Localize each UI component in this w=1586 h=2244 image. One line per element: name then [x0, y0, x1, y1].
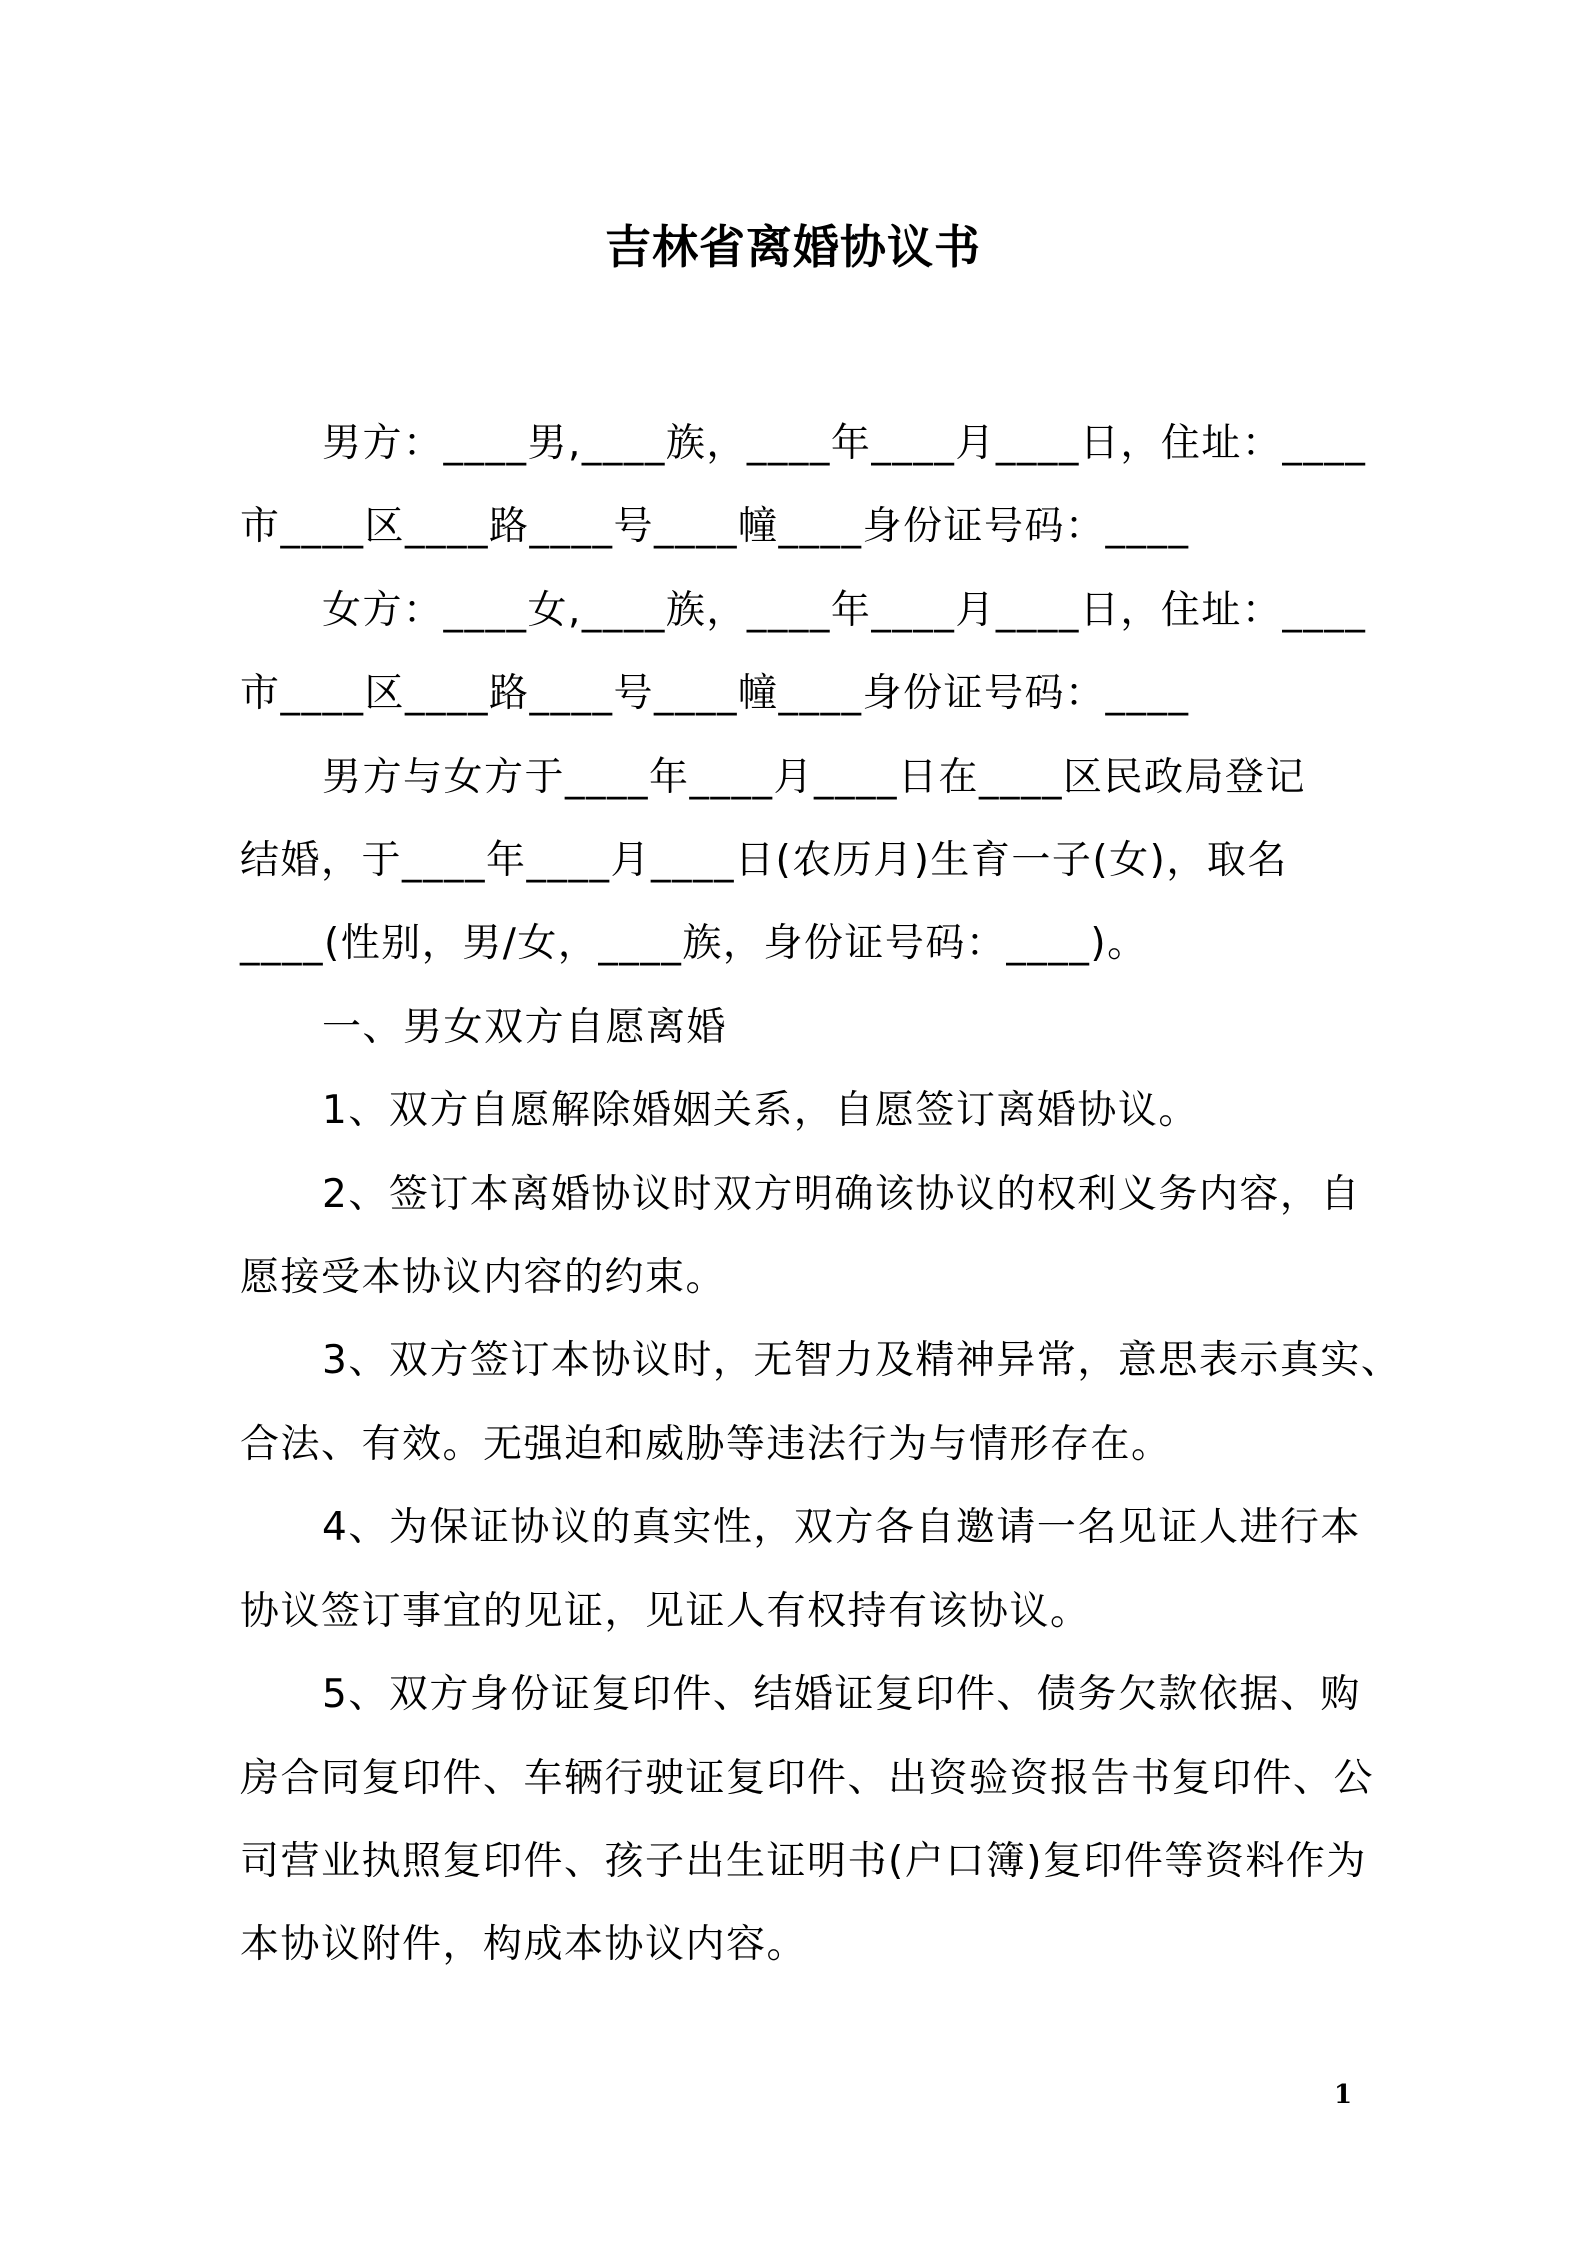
clause-line: 1、双方自愿解除婚姻关系，自愿签订离婚协议。 [322, 1088, 1199, 1134]
clause-line: 3、双方签订本协议时，无智力及精神异常，意思表示真实、 [322, 1338, 1402, 1384]
page-number: 1 [1333, 2080, 1353, 2110]
clause-2 [240, 1153, 1360, 1320]
marriage-info-line-2: 结婚，于____年____月____日(农历月)生育一子(女)，取名 [240, 838, 1288, 884]
clause-5 [240, 1653, 1375, 1987]
clause-4 [240, 1486, 1360, 1653]
female-party-block [240, 569, 1367, 736]
section-heading: 一、男女双方自愿离婚 [322, 1004, 728, 1050]
clause-line: 司营业执照复印件、孩子出生证明书(户口簿)复印件等资料作为 [240, 1838, 1367, 1884]
clause-line: 房合同复印件、车辆行驶证复印件、出资验资报告书复印件、公 [240, 1755, 1375, 1801]
clause-line: 本协议附件，构成本协议内容。 [240, 1922, 808, 1968]
marriage-info-line-1: 男方与女方于____年____月____日在____区民政局登记 [322, 754, 1307, 800]
document-title: 吉林省离婚协议书 [605, 220, 981, 274]
clause-line: 2、签订本离婚协议时双方明确该协议的权利义务内容，自 [322, 1171, 1361, 1217]
marriage-info-block [240, 736, 1360, 986]
marriage-info-line-3: ____(性别，男/女，____族，身份证号码：____)。 [240, 921, 1148, 967]
male-party-line-2: 市____区____路____号____幢____身份证号码：____ [240, 504, 1190, 550]
document-body [240, 402, 1402, 1987]
female-party-line-2: 市____区____路____号____幢____身份证号码：____ [240, 671, 1190, 717]
clause-line: 5、双方身份证复印件、结婚证复印件、债务欠款依据、购 [322, 1672, 1361, 1718]
male-party-line-1: 男方：____男,____族，____年____月____日，住址：____ [322, 421, 1367, 466]
female-party-line-1: 女方：____女,____族，____年____月____日，住址：____ [322, 587, 1367, 633]
clause-line: 愿接受本协议内容的约束。 [240, 1255, 727, 1301]
clause-line: 合法、有效。无强迫和威胁等违法行为与情形存在。 [240, 1421, 1172, 1467]
clause-line: 协议签订事宜的见证，见证人有权持有该协议。 [240, 1588, 1091, 1634]
clause-3 [240, 1319, 1402, 1486]
male-party-block [240, 402, 1367, 569]
clause-1 [240, 1069, 1360, 1152]
clause-line: 4、为保证协议的真实性，双方各自邀请一名见证人进行本 [322, 1505, 1361, 1551]
